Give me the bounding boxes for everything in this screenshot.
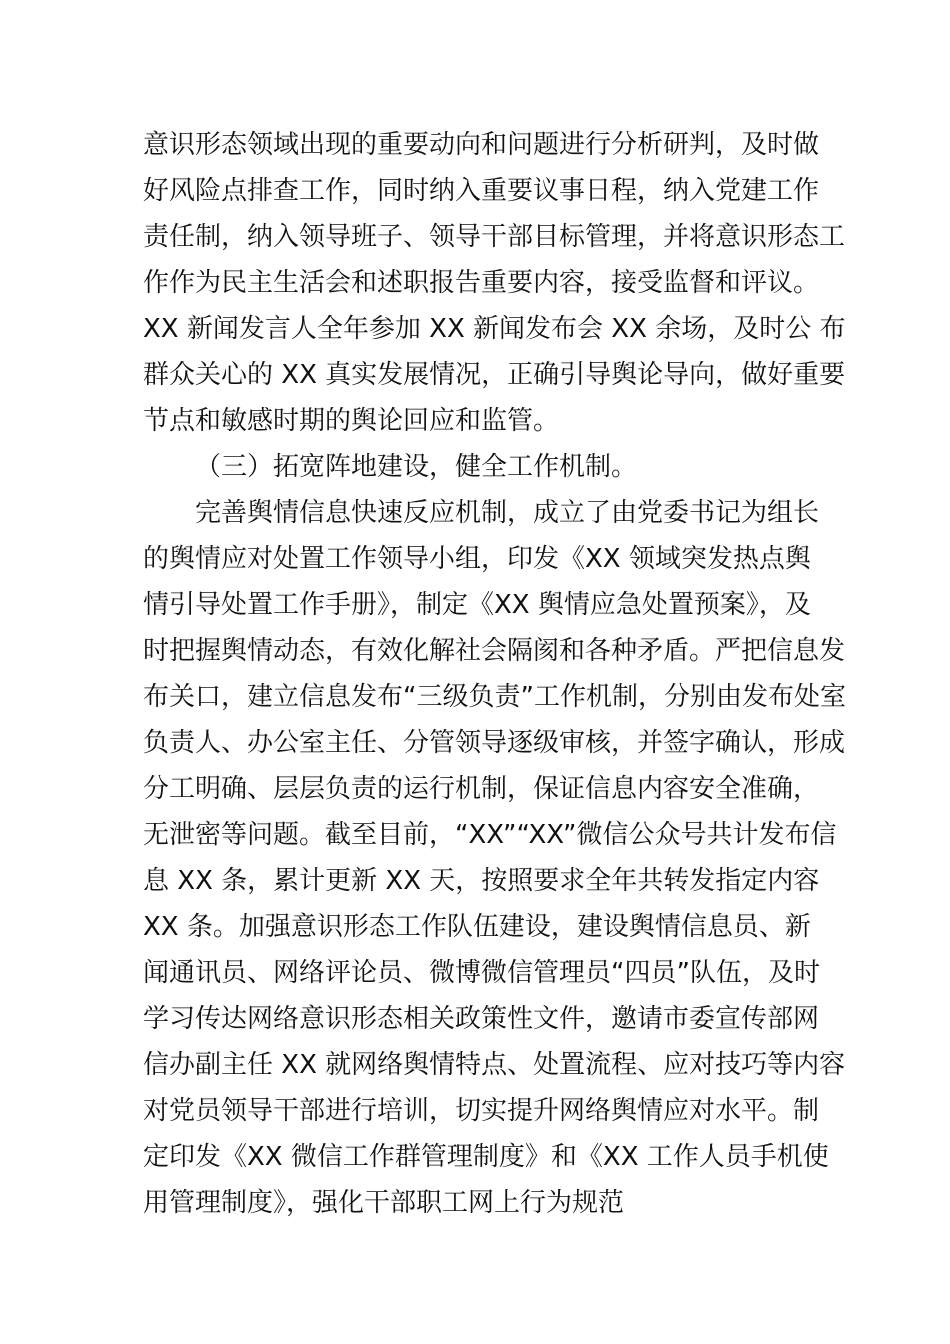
document-body (143, 122, 846, 1226)
text-line: 息 XX 条，累计更新 XX 天，按照要求全年共转发指定内容 (143, 866, 820, 896)
text-line: 负责人、办公室主任、分管领导逐级审核，并签字确认，形成 (143, 728, 846, 758)
text-line: 群众关心的 XX 真实发展情况，正确引导舆论导向，做好重要 (143, 360, 846, 390)
text-line: 的舆情应对处置工作领导小组，印发《XX 领域突发热点舆 (143, 544, 811, 574)
section-heading: （三）拓宽阵地建设，健全工作机制。 (195, 452, 638, 482)
text-line: 对党员领导干部进行培训，切实提升网络舆情应对水平。制 (143, 1096, 820, 1126)
text-line: 闻通讯员、网络评论员、微博微信管理员“四员”队伍，及时 (143, 958, 820, 988)
text-line: 定印发《XX 微信工作群管理制度》和《XX 工作人员手机使 (143, 1142, 829, 1172)
text-line: 作作为民主生活会和述职报告重要内容，接受监督和评议。 (143, 268, 820, 298)
text-line: 无泄密等问题。截至目前，“XX”“XX”微信公众号共计发布信 (143, 820, 837, 850)
paragraph-first-line: 完善舆情信息快速反应机制，成立了由党委书记为组长 (195, 498, 820, 528)
text-line: 意识形态领域出现的重要动向和问题进行分析研判，及时做 (143, 130, 820, 160)
text-line: 情引导处置工作手册》，制定《XX 舆情应急处置预案》，及 (143, 590, 811, 620)
text-line: 布关口，建立信息发布“三级负责”工作机制，分别由发布处室 (143, 682, 846, 712)
text-line: 用管理制度》，强化干部职工网上行为规范 (143, 1188, 625, 1218)
text-line: XX 新闻发言人全年参加 XX 新闻发布会 XX 余场，及时公 布 (143, 314, 846, 344)
text-line: XX 条。加强意识形态工作队伍建设，建设舆情信息员、新 (143, 912, 811, 942)
text-line: 信办副主任 XX 就网络舆情特点、处置流程、应对技巧等内容 (143, 1050, 846, 1080)
text-line: 责任制，纳入领导班子、领导干部目标管理，并将意识形态工 (143, 222, 846, 252)
text-line: 学习传达网络意识形态相关政策性文件，邀请市委宣传部网 (143, 1004, 820, 1034)
text-line: 节点和敏感时期的舆论回应和监管。 (143, 406, 560, 436)
text-line: 时把握舆情动态，有效化解社会隔阂和各种矛盾。严把信息发 (143, 636, 846, 666)
text-line: 好风险点排查工作，同时纳入重要议事日程，纳入党建工作 (143, 176, 820, 206)
text-line: 分工明确、层层负责的运行机制，保证信息内容安全准确， (143, 774, 820, 804)
